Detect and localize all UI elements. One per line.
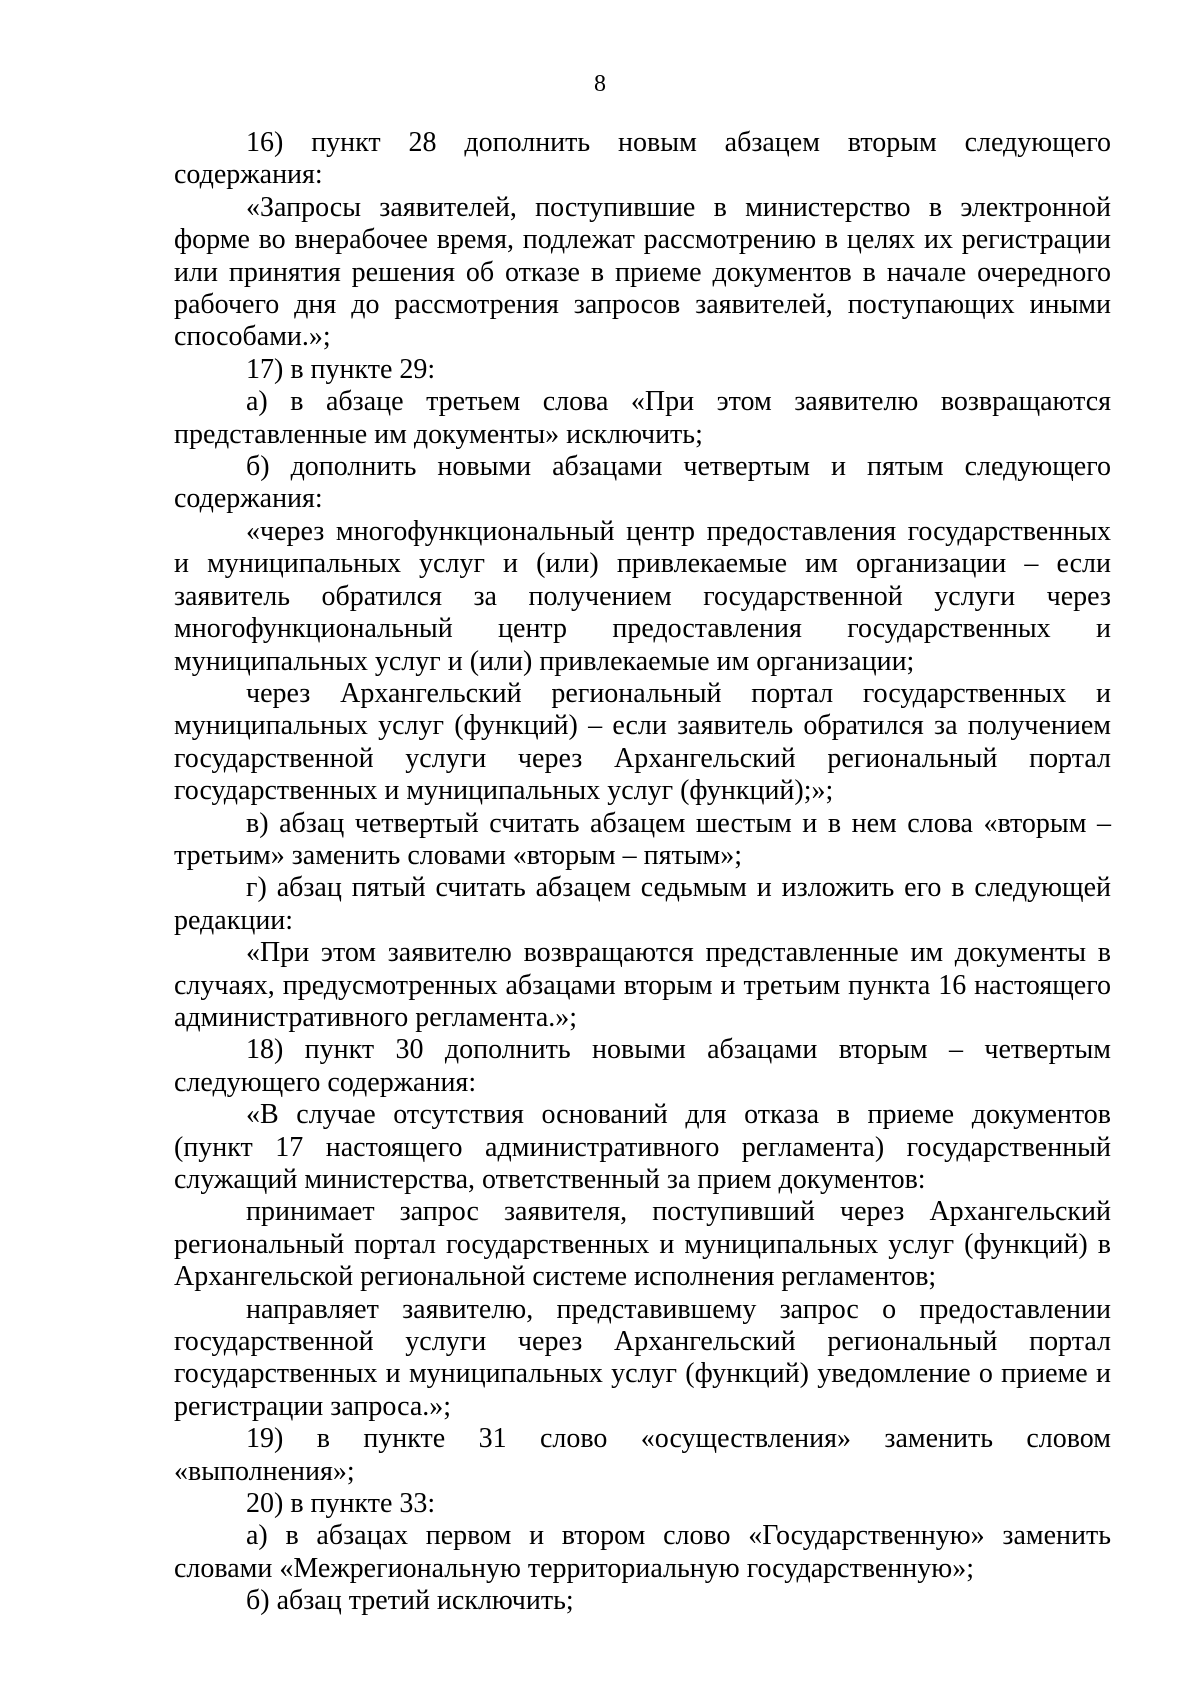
paragraph: через Архангельский региональный портал государственных и муниципальных услуг (функций) – если заявитель обратился за получением государственной услуги через Архангельский региональный портал государственных и муниципальных услуг (функций);»; <box>174 677 1111 807</box>
paragraph: 20) в пункте 33: <box>246 1488 436 1520</box>
paragraph: а) в абзацах первом и втором слово «Государственную» заменить словами «Межрегиональную территориальную государственную»; <box>174 1520 1111 1584</box>
paragraph: направляет заявителю, представившему запрос о предоставлении государственной услуги через Архангельский региональный портал государственных и муниципальных услуг (функций) уведомление о приеме и регистрации запроса.»; <box>174 1293 1111 1422</box>
paragraph: принимает запрос заявителя, поступивший через Архангельский региональный портал государственных и муниципальных услуг (функций) в Архангельской региональной системе исполнения регламентов; <box>174 1196 1111 1293</box>
paragraph: в) абзац четвертый считать абзацем шестым и в нем слова «вторым – третьим» заменить словами «вторым – пятым»; <box>174 807 1111 871</box>
paragraph: б) дополнить новыми абзацами четвертым и пятым следующего содержания: <box>174 451 1111 515</box>
paragraph: «через многофункциональный центр предоставления государственных и муниципальных услуг и (или) привлекаемые им организации – если заявитель обратился за получением государственной услуги через многофункциональный центр предоставления государственных и муниципальных услуг и (или) привлекаемые им организации; <box>174 515 1111 677</box>
paragraph: «Запросы заявителей, поступившие в министерство в электронной форме во внерабочее время, подлежат рассмотрению в целях их регистрации или принятия решения об отказе в приеме документов в начале очередного рабочего дня до рассмотрения запросов заявителей, поступающих иными способами.»; <box>174 191 1111 353</box>
paragraph: 17) в пункте 29: <box>246 353 436 385</box>
paragraph: 16) пункт 28 дополнить новым абзацем вторым следующего содержания: <box>174 127 1111 191</box>
paragraph: б) абзац третий исключить; <box>246 1585 574 1617</box>
page-number: 8 <box>594 71 606 97</box>
paragraph: а) в абзаце третьем слова «При этом заявителю возвращаются представленные им документы» исключить; <box>174 386 1111 450</box>
paragraph: 19) в пункте 31 слово «осуществления» заменить словом «выполнения»; <box>174 1423 1111 1487</box>
paragraph: г) абзац пятый считать абзацем седьмым и изложить его в следующей редакции: <box>174 872 1111 936</box>
paragraph: «В случае отсутствия оснований для отказа в приеме документов (пункт 17 настоящего административного регламента) государственный служащий министерства, ответственный за прием документов: <box>174 1099 1111 1195</box>
document-body <box>174 127 1111 1618</box>
paragraph: 18) пункт 30 дополнить новыми абзацами вторым – четвертым следующего содержания: <box>174 1034 1111 1098</box>
paragraph: «При этом заявителю возвращаются представленные им документы в случаях, предусмотренных абзацами вторым и третьим пункта 16 настоящего административного регламента.»; <box>174 937 1111 1033</box>
